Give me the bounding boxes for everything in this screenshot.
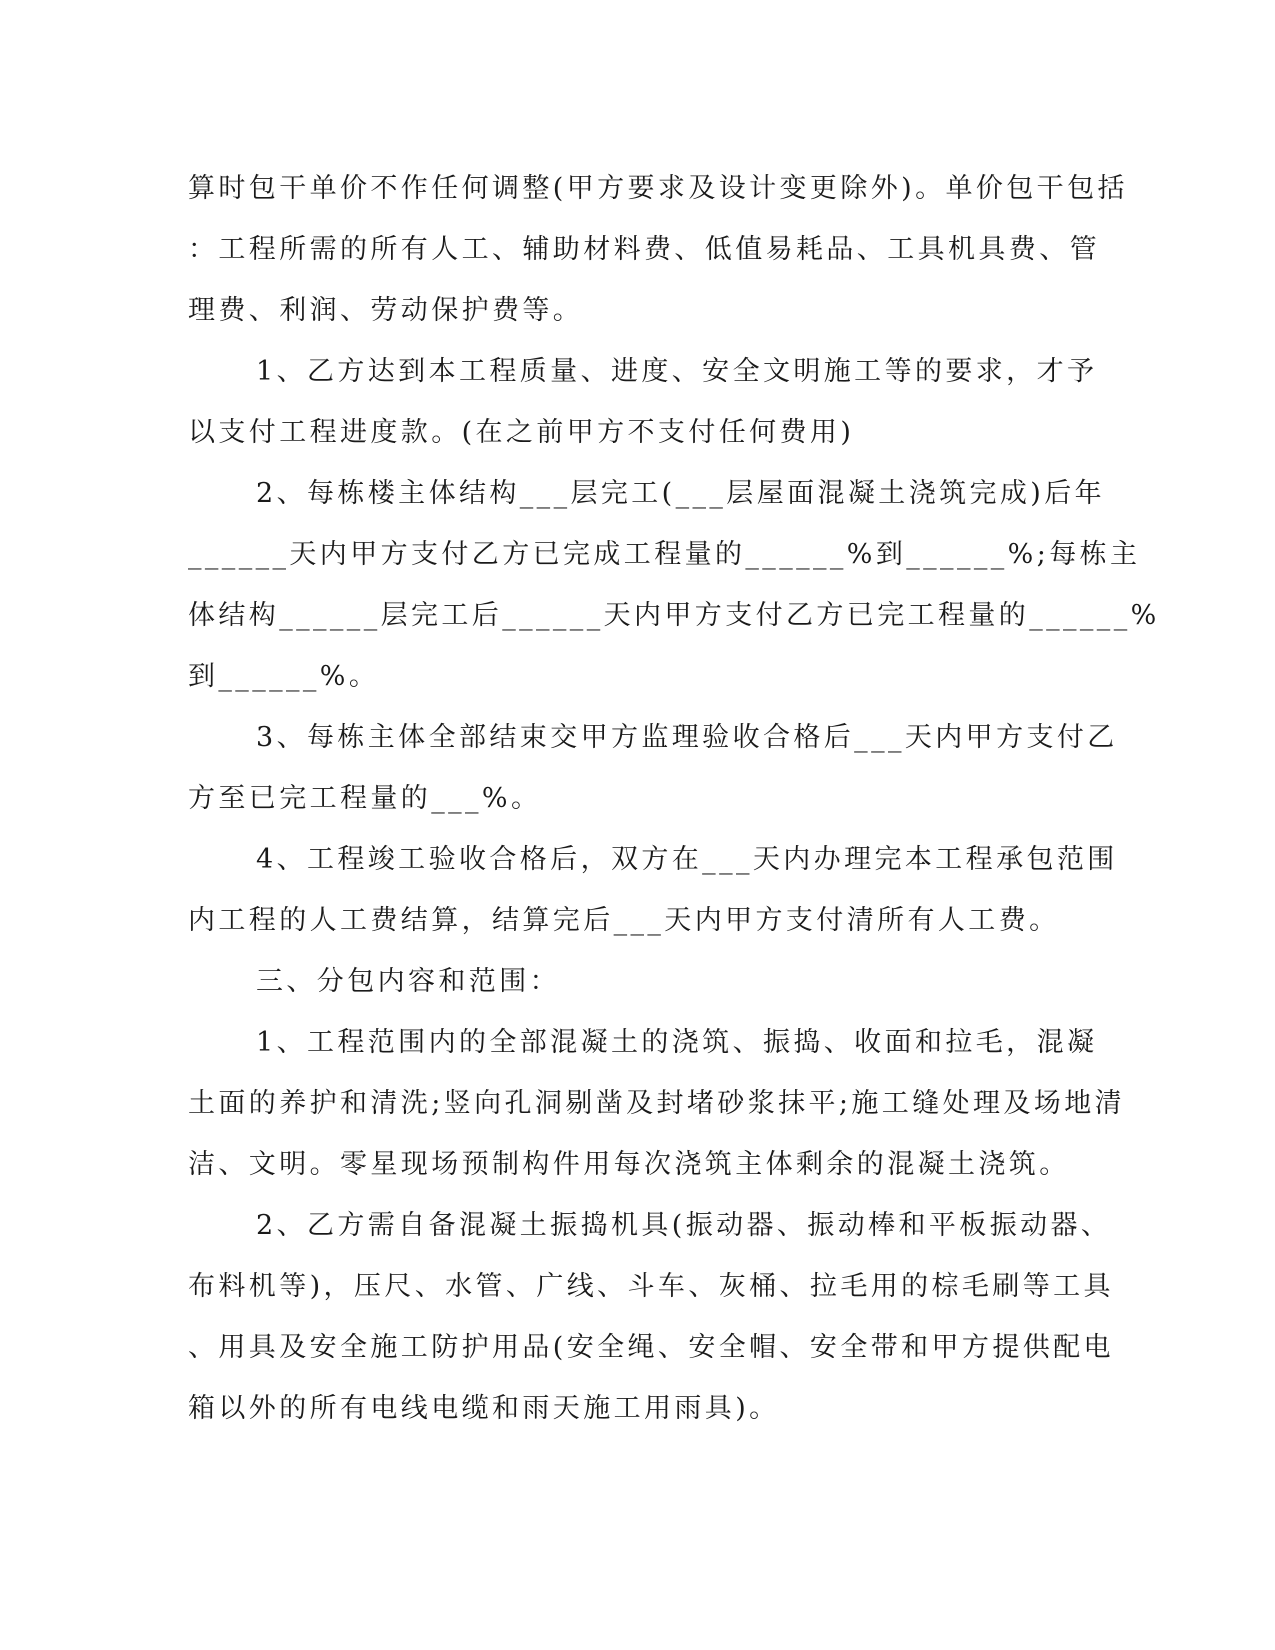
text-line: 以支付工程进度款。(在之前甲方不支付任何费用) (188, 417, 855, 448)
text-line: 1、工程范围内的全部混凝土的浇筑、振捣、收面和拉毛，混凝 (256, 1027, 1098, 1058)
text-line: 到______%。 (188, 661, 380, 692)
section-heading-scope (188, 951, 1083, 1012)
paragraph-unit-price (188, 158, 1128, 341)
paragraph-item-2 (188, 463, 1160, 707)
text-line: 算时包干单价不作任何调整(甲方要求及设计变更除外)。单价包干包括 (188, 173, 1128, 204)
text-line: 箱以外的所有电线电缆和雨天施工用雨具)。 (188, 1393, 780, 1424)
text-line: 体结构______层完工后______天内甲方支付乙方已完工程量的______% (188, 600, 1160, 631)
text-line: 理费、利润、劳动保护费等。 (188, 295, 584, 326)
paragraph-item-1 (188, 341, 1098, 463)
text-line: 2、每栋楼主体结构___层完工(___层屋面混凝土浇筑完成)后年 (256, 478, 1106, 509)
text-line: 方至已完工程量的___%。 (188, 783, 542, 814)
text-line: 土面的养护和清洗;竖向孔洞剔凿及封堵砂浆抹平;施工缝处理及场地清 (188, 1088, 1125, 1119)
text-line: 布料机等)，压尺、水管、广线、斗车、灰桶、拉毛用的棕毛刷等工具 (188, 1271, 1114, 1302)
text-line: 1、乙方达到本工程质量、进度、安全文明施工等的要求，才予 (256, 356, 1098, 387)
text-line: 3、每栋主体全部结束交甲方监理验收合格后___天内甲方支付乙 (256, 722, 1118, 753)
paragraph-scope-1 (188, 1012, 1125, 1195)
text-line: 2、乙方需自备混凝土振捣机具(振动器、振动棒和平板振动器、 (256, 1210, 1112, 1241)
text-line: 内工程的人工费结算，结算完后___天内甲方支付清所有人工费。 (188, 905, 1060, 936)
text-line: 洁、文明。零星现场预制构件用每次浇筑主体剩余的混凝土浇筑。 (188, 1149, 1070, 1180)
text-line: 4、工程竣工验收合格后，双方在___天内办理完本工程承包范围 (256, 844, 1118, 875)
document-body (188, 158, 1160, 1439)
text-line: ：工程所需的所有人工、辅助材料费、低值易耗品、工具机具费、管 (188, 234, 1100, 265)
paragraph-item-4 (188, 829, 1118, 951)
paragraph-item-3 (188, 707, 1118, 829)
text-line: 三、分包内容和范围： (256, 966, 560, 997)
text-line: ______天内甲方支付乙方已完成工程量的______%到______%;每栋主 (188, 539, 1141, 570)
text-line: 、用具及安全施工防护用品(安全绳、安全帽、安全带和甲方提供配电 (188, 1332, 1114, 1363)
paragraph-scope-2 (188, 1195, 1114, 1439)
